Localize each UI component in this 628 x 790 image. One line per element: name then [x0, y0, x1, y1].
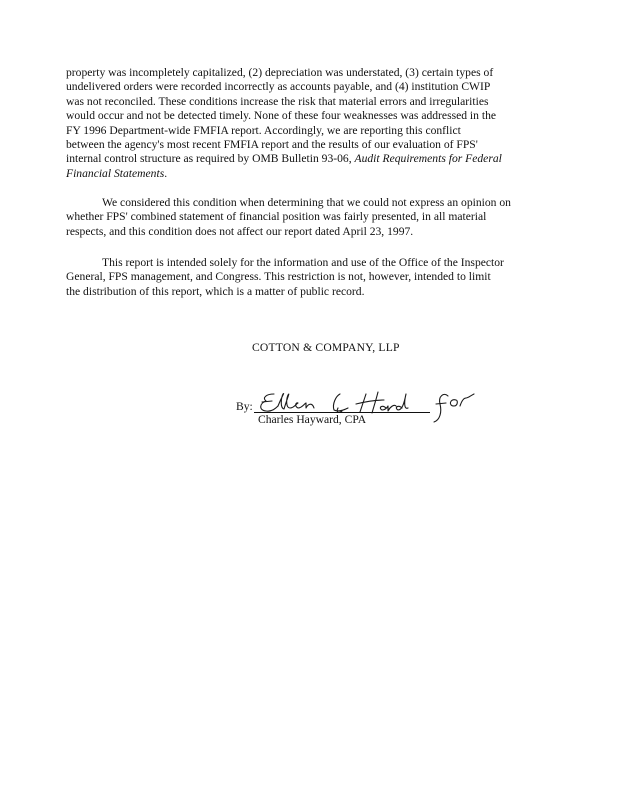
text-line: [66, 152, 560, 166]
text-line-start: internal control structure as required by OMB Bulletin 93-06,: [66, 152, 355, 166]
text-line: We considered this condition when determining that we could not express an opinion on: [102, 196, 511, 209]
text-line: respects, and this condition does not affect our report dated April 23, 1997.: [66, 224, 414, 238]
text-line: the distribution of this report, which is a matter of public record.: [66, 284, 365, 298]
text-line: between the agency's most recent FMFIA report and the results of our evaluation of FPS': [66, 138, 478, 152]
signer-name: Charles Hayward, CPA: [258, 413, 367, 426]
text-line: whether FPS' combined statement of financial position was fairly presented, in all material: [66, 210, 487, 224]
text-line: [66, 167, 560, 181]
signature-block: [236, 390, 496, 430]
paragraph-weaknesses: [66, 66, 560, 181]
text-line: FY 1996 Department-wide FMFIA report. Accordingly, we are reporting this conflict: [66, 123, 461, 137]
signature-by-label: By:: [236, 400, 253, 413]
text-line: This report is intended solely for the information and use of the Office of the Inspector: [102, 256, 504, 269]
text-line: undelivered orders were recorded incorrectly as accounts payable, and (4) institution CWIP: [66, 80, 491, 94]
text-line: property was incompletely capitalized, (2) depreciation was understated, (3) certain types of: [66, 66, 494, 79]
text-line: General, FPS management, and Congress. This restriction is not, however, intended to limit: [66, 270, 491, 284]
firm-name: COTTON & COMPANY, LLP: [252, 341, 400, 354]
paragraph-restriction: [66, 256, 560, 299]
text-line: would occur and not be detected timely. None of these four weaknesses was addressed in the: [66, 109, 497, 123]
publication-title-part: Audit Requirements for Federal: [354, 152, 502, 166]
text-line: was not reconciled. These conditions increase the risk that material errors and irregularities: [66, 94, 489, 108]
paragraph-opinion: [66, 196, 560, 239]
period: .: [164, 166, 168, 180]
publication-title-end: Financial Statements: [66, 166, 165, 180]
